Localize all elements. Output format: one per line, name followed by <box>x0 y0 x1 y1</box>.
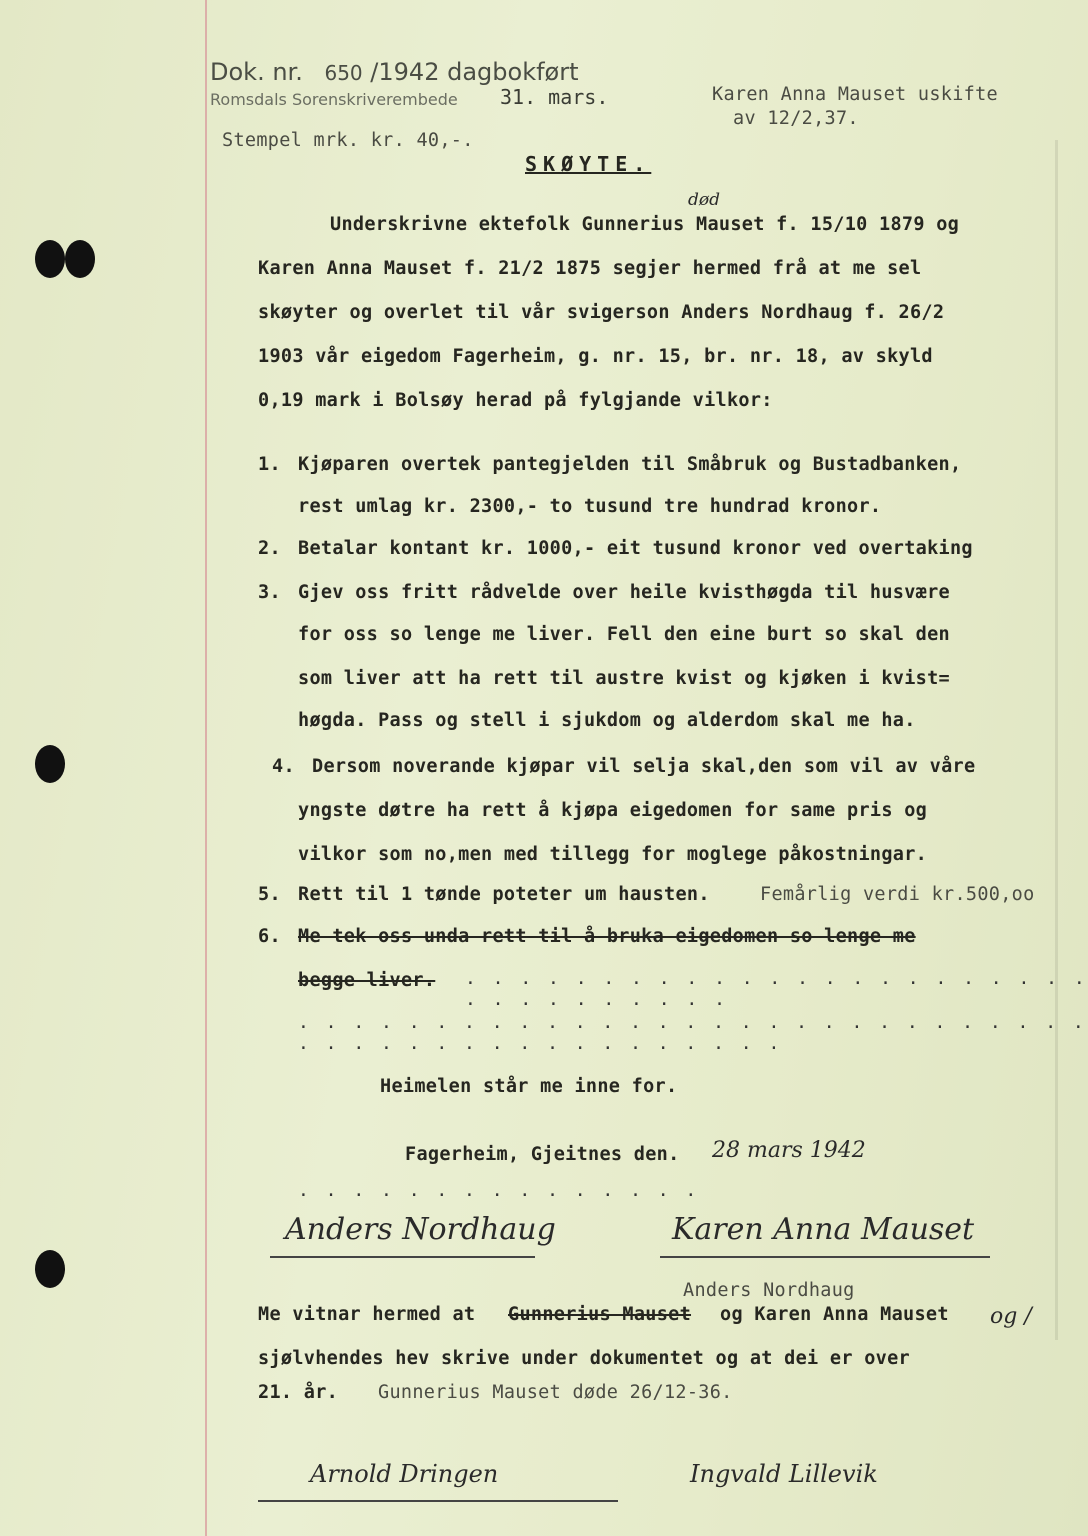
condition-3-number: 3. <box>258 582 281 603</box>
dok-number: 650 <box>324 61 363 85</box>
dok-label: Dok. nr. <box>210 58 303 86</box>
condition-3-line-2: for oss so lenge me liver. Fell den eine burt so skal den <box>298 624 950 645</box>
intro-line-4: 1903 vår eigedom Fagerheim, g. nr. 15, br. nr. 18, av skyld <box>258 346 933 367</box>
heimel-line: Heimelen står me inne for. <box>380 1076 678 1097</box>
header-note-line2: av 12/2,37. <box>733 108 859 129</box>
dotted-fill: . . . . . . . . . . . . . . . . . . . . . . . . . . . . . . . . . <box>465 968 1088 1010</box>
witness-insert: Anders Nordhaug <box>683 1280 855 1301</box>
margin-line <box>205 0 207 1536</box>
witness-line-1a: Me vitnar hermed at <box>258 1304 476 1325</box>
witness-signature-1: Arnold Dringen <box>310 1460 499 1488</box>
condition-4-line-3: vilkor som no,men med tillegg for moglege påkostningar. <box>298 844 928 865</box>
signature-line <box>660 1256 990 1258</box>
condition-2-number: 2. <box>258 538 281 559</box>
punch-hole <box>35 1250 65 1288</box>
intro-line-5: 0,19 mark i Bolsøy herad på fylgjande vilkor: <box>258 390 773 411</box>
condition-4-line-2: yngste døtre ha rett å kjøpa eigedomen for same pris og <box>298 800 928 821</box>
seller-signature: Karen Anna Mauset <box>672 1212 975 1247</box>
witness-signature-2: Ingvald Lillevik <box>690 1460 878 1488</box>
witness-line-1b: og Karen Anna Mauset <box>720 1304 949 1325</box>
witness-line-1-struck: Gunnerius Mauset <box>508 1304 692 1325</box>
dok-suffix: dagbokført <box>447 58 579 86</box>
witness-line-2: sjølvhendes hev skrive under dokumentet og at dei er over <box>258 1348 910 1369</box>
dotted-fill: . . . . . . . . . . . . . . . . . . . . . . . . . . . . . . . . . . . . . . . . . . . . . . . <box>298 1012 1087 1054</box>
dotted-fill: . . . . . . . . . . . . . . . <box>298 1180 700 1201</box>
witness-handwritten-insert: og / <box>990 1304 1032 1329</box>
buyer-signature: Anders Nordhaug <box>285 1212 556 1247</box>
place-date-typed: Fagerheim, Gjeitnes den. <box>405 1144 680 1165</box>
signature-line <box>270 1256 535 1258</box>
condition-1-line-2: rest umlag kr. 2300,- to tusund tre hundrad kronor. <box>298 496 882 517</box>
condition-2-line-1: Betalar kontant kr. 1000,- eit tusund kronor ved overtaking <box>298 538 973 559</box>
condition-3-line-1: Gjev oss fritt rådvelde over heile kvisthøgda til husvære <box>298 582 950 603</box>
condition-1-number: 1. <box>258 454 281 475</box>
office-stamp: Romsdals Sorenskriverembede <box>210 90 458 109</box>
place-date-handwritten: 28 mars 1942 <box>712 1138 866 1163</box>
condition-6-line-2-struck: begge liver. <box>298 970 436 991</box>
condition-5-line-1: Rett til 1 tønde poteter um hausten. <box>298 884 710 905</box>
intro-line-1: Underskrivne ektefolk Gunnerius Mauset f. 15/10 1879 og <box>330 214 960 235</box>
condition-6-number: 6. <box>258 926 281 947</box>
condition-1-line-1: Kjøparen overtek pantegjelden til Småbruk og Bustadbanken, <box>298 454 962 475</box>
stempel-line: Stempel mrk. kr. 40,-. <box>222 130 474 151</box>
punch-hole <box>35 240 65 278</box>
header-note-line1: Karen Anna Mauset uskifte <box>712 84 998 105</box>
dok-number-stamp <box>210 58 579 86</box>
intro-line-3: skøyter og overlet til vår svigerson Anders Nordhaug f. 26/2 <box>258 302 945 323</box>
dok-year: /1942 <box>370 58 440 86</box>
document-title: SKØYTE. <box>525 152 652 176</box>
condition-4-number: 4. <box>272 756 295 777</box>
paper-fold <box>1055 140 1058 1340</box>
witness-line-3-note: Gunnerius Mauset døde 26/12-36. <box>378 1382 733 1403</box>
condition-4-line-1: Dersom noverande kjøpar vil selja skal,den som vil av våre <box>312 756 976 777</box>
punch-hole <box>65 240 95 278</box>
intro-line-2: Karen Anna Mauset f. 21/2 1875 segjer hermed frå at me sel <box>258 258 922 279</box>
condition-5-number: 5. <box>258 884 281 905</box>
witness-line-3: 21. år. <box>258 1382 339 1403</box>
condition-3-line-4: høgda. Pass og stell i sjukdom og alderdom skal me ha. <box>298 710 916 731</box>
condition-6-line-1-struck: Me tek oss unda rett til å bruka eigedomen so lenge me <box>298 926 916 947</box>
stamp-date: 31. mars. <box>500 85 609 109</box>
handwritten-insert: død <box>688 190 720 210</box>
condition-3-line-3: som liver att ha rett til austre kvist og kjøken i kvist= <box>298 668 950 689</box>
condition-5-note: Femårlig verdi kr.500,oo <box>760 884 1035 905</box>
signature-line <box>258 1500 618 1502</box>
punch-hole <box>35 745 65 783</box>
